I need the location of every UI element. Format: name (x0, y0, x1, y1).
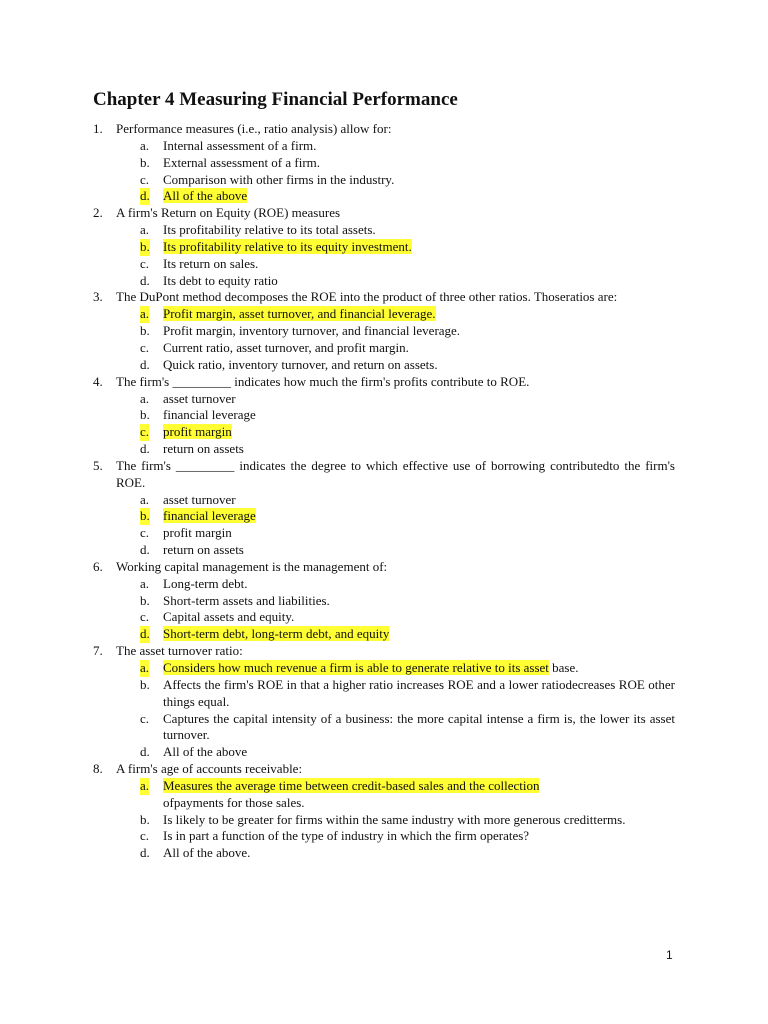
answer-option (93, 155, 675, 172)
option-letter: a. (140, 777, 150, 793)
answer-option (93, 273, 675, 290)
highlighted-answer-text: financial leverage (163, 508, 256, 524)
answer-option-correct (93, 239, 675, 256)
option-text-block (163, 407, 675, 424)
option-letter: d. (140, 744, 150, 760)
option-text-block (163, 609, 675, 626)
option-text-block (163, 138, 675, 155)
answer-option (93, 525, 675, 542)
answer-option (93, 744, 675, 761)
answer-option (93, 542, 675, 559)
highlighted-answer-text: Profit margin, asset turnover, and financial leverage. (163, 306, 436, 322)
option-letter: b. (140, 811, 150, 827)
option-text: All of the above (163, 744, 248, 760)
question-text: Working capital management is the management of: (116, 558, 388, 574)
answer-option (93, 407, 675, 424)
question-number: 4. (93, 373, 103, 389)
question-item (93, 559, 675, 643)
option-text-block (163, 744, 675, 761)
option-text: Capital assets and equity. (163, 609, 295, 625)
question-text: The firm's _________ indicates how much the firm's profits contribute to ROE. (116, 373, 530, 389)
answer-option (93, 357, 675, 374)
question-list (93, 121, 675, 862)
question-text: Performance measures (i.e., ratio analysis) allow for: (116, 121, 392, 136)
question-item (93, 205, 675, 289)
question-item (93, 121, 675, 205)
option-letter: a. (140, 222, 150, 238)
answer-option-correct (93, 778, 675, 812)
answer-option (93, 812, 675, 829)
question-item (93, 289, 675, 373)
option-text: Quick ratio, inventory turnover, and return on assets. (163, 356, 438, 372)
question-number: 3. (93, 289, 103, 305)
highlighted-answer-text: profit margin (163, 424, 232, 440)
question-item (93, 643, 675, 761)
highlighted-answer-text: Short-term debt, long-term debt, and equity (163, 626, 390, 642)
option-letter: d. (140, 272, 150, 288)
answer-option-correct (93, 626, 675, 643)
option-text: Is likely to be greater for firms within the same industry with more generous creditterms. (163, 811, 626, 827)
option-text-block (163, 626, 675, 643)
answer-option (93, 340, 675, 357)
option-letter: d. (140, 356, 150, 372)
option-text-tail: base. (548, 660, 579, 675)
answer-option-correct (93, 508, 675, 525)
option-letter: a. (140, 137, 150, 153)
option-text: External assessment of a firm. (163, 154, 321, 170)
page-number: 1 (666, 948, 673, 962)
option-text-block (163, 828, 675, 845)
option-letter: a. (140, 306, 150, 322)
option-text-block (163, 525, 675, 542)
answer-option (93, 576, 675, 593)
option-text: Comparison with other firms in the industry. (163, 171, 395, 187)
answer-option (93, 845, 675, 862)
option-letter: c. (140, 171, 150, 187)
option-letter: b. (140, 407, 150, 423)
chapter-title: Chapter 4 Measuring Financial Performance (93, 89, 458, 110)
option-letter: a. (140, 660, 150, 675)
option-text-block (163, 155, 675, 172)
option-text: asset turnover (163, 390, 236, 406)
question-text: A firm's age of accounts receivable: (116, 761, 303, 777)
option-text: Profit margin, inventory turnover, and financial leverage. (163, 323, 461, 339)
option-letter: b. (140, 238, 150, 254)
option-text: All of the above. (163, 845, 251, 861)
answer-option (93, 441, 675, 458)
option-text: Its debt to equity ratio (163, 272, 278, 288)
answer-option (93, 711, 675, 745)
option-letter: c. (140, 255, 150, 271)
option-text-block (163, 222, 675, 239)
option-text-block (163, 323, 675, 340)
highlighted-answer-text: Its profitability relative to its equity investment. (163, 238, 412, 254)
option-text-block (163, 508, 675, 525)
question-number: 8. (93, 761, 103, 777)
option-text-block (163, 711, 675, 745)
option-text-block (163, 812, 675, 829)
option-text-block (163, 273, 675, 290)
option-text-block (163, 424, 675, 441)
option-text-block (163, 845, 675, 862)
option-text: Its profitability relative to its total assets. (163, 222, 376, 238)
question-number: 6. (93, 558, 103, 574)
question-text: The asset turnover ratio: (116, 643, 243, 659)
option-letter: d. (140, 188, 150, 204)
option-text-block (163, 306, 675, 323)
answer-option (93, 222, 675, 239)
option-letter: a. (140, 491, 150, 507)
option-letter: c. (140, 828, 150, 844)
answer-option-correct (93, 660, 675, 677)
answer-option-correct (93, 306, 675, 323)
option-text-block (163, 492, 675, 509)
option-text-block (163, 441, 675, 458)
question-text: The DuPont method decomposes the ROE into the product of three other ratios. Thoseratios are: (116, 289, 618, 305)
answer-option (93, 323, 675, 340)
option-letter: c. (140, 424, 150, 440)
question-number: 5. (93, 457, 103, 473)
answer-option (93, 609, 675, 626)
option-letter: a. (140, 390, 150, 406)
option-text: financial leverage (163, 407, 256, 423)
answer-option (93, 828, 675, 845)
option-text: Internal assessment of a firm. (163, 137, 317, 153)
option-text-tail: ofpayments for those sales. (163, 794, 305, 810)
option-text-block (163, 660, 675, 677)
question-item (93, 458, 675, 559)
option-letter: c. (140, 339, 150, 355)
answer-option (93, 391, 675, 408)
answer-option-correct (93, 188, 675, 205)
answer-option (93, 172, 675, 189)
option-text: profit margin (163, 525, 232, 541)
option-text-block (163, 188, 675, 205)
option-text-block (163, 172, 675, 189)
question-text: The firm's _________ indicates the degree to which effective use of borrowing contributedto the firm's ROE. (116, 457, 675, 490)
option-text: asset turnover (163, 491, 236, 507)
option-text: Current ratio, asset turnover, and profit margin. (163, 339, 409, 355)
option-text: return on assets (163, 441, 244, 457)
option-text: Affects the firm's ROE in that a higher ratio increases ROE and a lower ratiodecreases ROE other things equal. (163, 676, 675, 709)
answer-option (93, 593, 675, 610)
option-letter: b. (140, 508, 150, 524)
option-text: Its return on sales. (163, 255, 259, 271)
question-number: 1. (93, 121, 103, 136)
question-number: 2. (93, 205, 103, 221)
option-text-block (163, 576, 675, 593)
option-text-block (163, 542, 675, 559)
option-text: Is in part a function of the type of industry in which the firm operates? (163, 828, 530, 844)
option-letter: d. (140, 542, 150, 558)
option-letter: c. (140, 710, 150, 726)
option-text-block (163, 593, 675, 610)
answer-option (93, 492, 675, 509)
question-item (93, 374, 675, 458)
option-letter: b. (140, 676, 150, 692)
option-letter: b. (140, 154, 150, 170)
option-text-block (163, 778, 675, 812)
answer-option-correct (93, 424, 675, 441)
option-letter: c. (140, 609, 150, 625)
highlighted-answer-text: Considers how much revenue a firm is able to generate relative to its asset (163, 660, 549, 675)
option-letter: b. (140, 323, 150, 339)
question-item (93, 761, 675, 862)
option-text-block (163, 357, 675, 374)
option-letter: d. (140, 845, 150, 861)
option-letter: a. (140, 575, 150, 591)
option-text-block (163, 340, 675, 357)
option-letter: c. (140, 525, 150, 541)
option-text: Captures the capital intensity of a business: the more capital intense a firm is, the lower its asset turnover. (163, 710, 675, 743)
option-letter: b. (140, 592, 150, 608)
highlighted-answer-text: Measures the average time between credit-based sales and the collection (163, 777, 540, 793)
option-letter: d. (140, 441, 150, 457)
highlighted-answer-text: All of the above (163, 188, 248, 204)
option-text: Long-term debt. (163, 575, 248, 591)
answer-option (93, 677, 675, 711)
question-number: 7. (93, 643, 103, 659)
option-letter: d. (140, 626, 150, 642)
option-text: Short-term assets and liabilities. (163, 592, 330, 608)
answer-option (93, 256, 675, 273)
option-text: return on assets (163, 542, 244, 558)
option-text-block (163, 239, 675, 256)
question-text: A firm's Return on Equity (ROE) measures (116, 205, 341, 221)
option-text-block (163, 256, 675, 273)
option-text-block (163, 391, 675, 408)
answer-option (93, 138, 675, 155)
option-text-block (163, 677, 675, 711)
